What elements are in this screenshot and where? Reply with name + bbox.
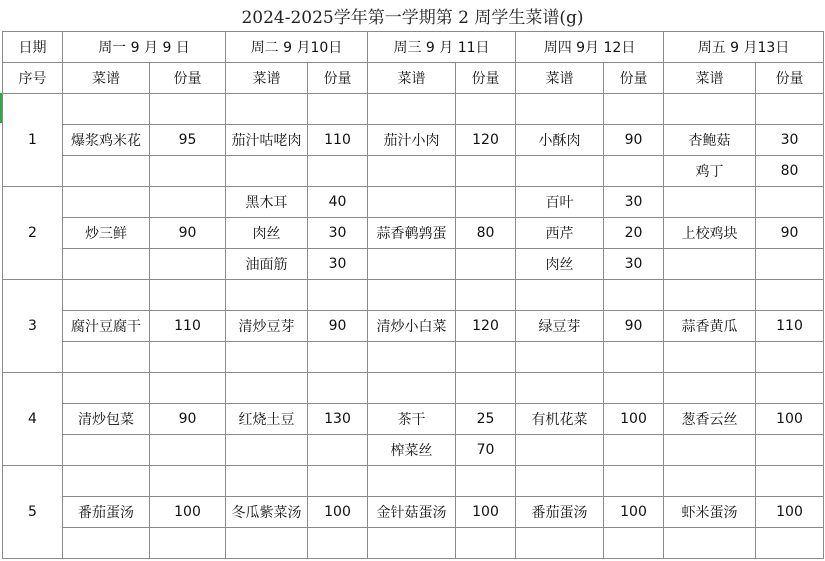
qty-cell[interactable] [756,280,824,311]
dish-cell[interactable]: 油面筋 [226,249,308,280]
dish-cell[interactable] [664,466,756,497]
qty-cell[interactable] [604,156,664,187]
dish-cell[interactable]: 冬瓜紫菜汤 [226,497,308,528]
dish-cell[interactable] [63,373,150,404]
dish-cell[interactable] [368,342,456,373]
dish-cell[interactable] [516,156,604,187]
qty-cell[interactable] [150,528,226,559]
qty-cell[interactable] [456,342,516,373]
table-row [3,125,824,156]
qty-label-cell[interactable]: 份量 [604,63,664,94]
qty-cell[interactable]: 30 [308,218,368,249]
qty-cell[interactable] [604,280,664,311]
dish-cell[interactable] [516,94,604,125]
dish-cell[interactable] [226,528,308,559]
seq-cell[interactable]: 5 [3,466,63,559]
qty-cell[interactable] [756,528,824,559]
qty-cell[interactable]: 110 [308,125,368,156]
qty-cell[interactable]: 30 [604,249,664,280]
dish-cell[interactable] [516,466,604,497]
qty-cell[interactable]: 100 [756,404,824,435]
table-row [3,404,824,435]
qty-cell[interactable] [756,187,824,218]
dish-cell[interactable] [664,342,756,373]
dish-cell[interactable]: 杏鲍菇 [664,125,756,156]
qty-cell[interactable]: 120 [456,311,516,342]
qty-cell[interactable] [150,373,226,404]
qty-cell[interactable]: 70 [456,435,516,466]
qty-cell[interactable]: 100 [150,497,226,528]
qty-cell[interactable]: 130 [308,404,368,435]
qty-cell[interactable]: 95 [150,125,226,156]
dish-cell[interactable]: 黑木耳 [226,187,308,218]
qty-cell[interactable]: 100 [456,497,516,528]
qty-label-cell[interactable]: 份量 [756,63,824,94]
dish-cell[interactable] [664,94,756,125]
seq-cell[interactable]: 1 [3,94,63,187]
qty-cell[interactable] [456,156,516,187]
seq-cell[interactable]: 2 [3,187,63,280]
header-row-dates [3,32,824,63]
qty-cell[interactable] [756,466,824,497]
table-row [3,497,824,528]
sheet-title: 2024-2025学年第一学期第 2 周学生菜谱(g) [241,8,584,28]
dish-cell[interactable] [664,528,756,559]
qty-cell[interactable]: 80 [456,218,516,249]
qty-cell[interactable] [150,94,226,125]
table-row [3,249,824,280]
dish-cell[interactable]: 绿豆芽 [516,311,604,342]
dish-cell[interactable]: 榨菜丝 [368,435,456,466]
dish-cell[interactable]: 蒜香黄瓜 [664,311,756,342]
dish-cell[interactable]: 清炒包菜 [63,404,150,435]
day-header-cell[interactable]: 周一 9 月 9 日 [63,32,226,63]
dish-cell[interactable] [368,156,456,187]
dish-cell[interactable] [63,249,150,280]
dish-label-cell[interactable]: 菜谱 [368,63,456,94]
dish-cell[interactable] [516,435,604,466]
qty-cell[interactable] [756,435,824,466]
dish-cell[interactable] [368,466,456,497]
qty-cell[interactable] [308,342,368,373]
table-row [3,311,824,342]
dish-cell[interactable]: 西芹 [516,218,604,249]
dish-cell[interactable]: 虾米蛋汤 [664,497,756,528]
table-row [3,435,824,466]
dish-cell[interactable] [63,94,150,125]
table-row [3,94,824,125]
dish-cell[interactable]: 番茄蛋汤 [516,497,604,528]
qty-cell[interactable]: 80 [756,156,824,187]
qty-cell[interactable] [308,435,368,466]
dish-label-cell[interactable]: 菜谱 [226,63,308,94]
dish-cell[interactable]: 百叶 [516,187,604,218]
dish-cell[interactable] [63,528,150,559]
qty-cell[interactable] [756,249,824,280]
table-row [3,156,824,187]
table-row [3,466,824,497]
qty-cell[interactable] [756,373,824,404]
dish-cell[interactable]: 茶干 [368,404,456,435]
dish-cell[interactable]: 有机花菜 [516,404,604,435]
dish-cell[interactable]: 番茄蛋汤 [63,497,150,528]
qty-cell[interactable]: 110 [756,311,824,342]
dish-cell[interactable]: 红烧土豆 [226,404,308,435]
table-row [3,187,824,218]
table-row [3,373,824,404]
qty-cell[interactable] [756,342,824,373]
qty-cell[interactable] [150,249,226,280]
table-row [3,528,824,559]
qty-cell[interactable] [456,249,516,280]
dish-cell[interactable] [226,435,308,466]
dish-cell[interactable] [63,342,150,373]
dish-cell[interactable] [516,373,604,404]
qty-cell[interactable] [456,280,516,311]
qty-cell[interactable] [756,94,824,125]
qty-cell[interactable] [308,528,368,559]
qty-cell[interactable] [150,435,226,466]
qty-cell[interactable] [308,280,368,311]
qty-cell[interactable] [308,156,368,187]
dish-cell[interactable]: 上校鸡块 [664,218,756,249]
dish-cell[interactable] [664,280,756,311]
dish-cell[interactable] [516,528,604,559]
qty-cell[interactable]: 90 [150,404,226,435]
dish-cell[interactable] [664,249,756,280]
dish-cell[interactable]: 肉丝 [516,249,604,280]
qty-cell[interactable] [308,94,368,125]
dish-cell[interactable] [516,280,604,311]
qty-cell[interactable]: 110 [150,311,226,342]
dish-cell[interactable]: 蒜香鹌鹑蛋 [368,218,456,249]
dish-cell[interactable] [63,187,150,218]
dish-cell[interactable] [226,466,308,497]
qty-label-cell[interactable]: 份量 [308,63,368,94]
header-row-columns [3,63,824,94]
dish-cell[interactable] [63,156,150,187]
qty-cell[interactable] [308,373,368,404]
qty-cell[interactable]: 30 [308,249,368,280]
table-row [3,342,824,373]
dish-cell[interactable] [368,94,456,125]
qty-cell[interactable]: 40 [308,187,368,218]
menu-table [2,31,824,559]
dish-cell[interactable] [368,187,456,218]
table-row [3,280,824,311]
dish-cell[interactable]: 清炒小白菜 [368,311,456,342]
qty-cell[interactable] [456,94,516,125]
dish-cell[interactable]: 葱香云丝 [664,404,756,435]
dish-cell[interactable] [368,373,456,404]
day-header-cell[interactable]: 周三 9 月 11日 [368,32,516,63]
day-header-cell[interactable]: 周五 9 月13日 [664,32,824,63]
dish-cell[interactable] [664,187,756,218]
qty-cell[interactable]: 90 [308,311,368,342]
qty-cell[interactable]: 90 [756,218,824,249]
qty-cell[interactable]: 20 [604,218,664,249]
dish-cell[interactable]: 腐汁豆腐干 [63,311,150,342]
qty-cell[interactable] [456,466,516,497]
qty-cell[interactable]: 90 [604,311,664,342]
qty-cell[interactable]: 30 [604,187,664,218]
qty-cell[interactable]: 90 [604,125,664,156]
dish-cell[interactable] [63,435,150,466]
qty-cell[interactable] [150,342,226,373]
dish-cell[interactable]: 肉丝 [226,218,308,249]
dish-cell[interactable]: 鸡丁 [664,156,756,187]
qty-cell[interactable] [150,156,226,187]
dish-cell[interactable] [63,466,150,497]
qty-cell[interactable]: 120 [456,125,516,156]
dish-cell[interactable] [368,280,456,311]
dish-cell[interactable]: 爆浆鸡米花 [63,125,150,156]
qty-cell[interactable] [456,373,516,404]
qty-cell[interactable] [604,528,664,559]
dish-cell[interactable] [664,373,756,404]
qty-cell[interactable]: 100 [604,497,664,528]
dish-cell[interactable]: 茄汁咕咾肉 [226,125,308,156]
qty-label-cell[interactable]: 份量 [150,63,226,94]
dish-cell[interactable]: 小酥肉 [516,125,604,156]
qty-cell[interactable]: 100 [604,404,664,435]
qty-cell[interactable] [150,280,226,311]
table-row [3,218,824,249]
dish-label-cell[interactable]: 菜谱 [664,63,756,94]
date-label-cell[interactable]: 日期 [3,32,63,63]
qty-cell[interactable]: 100 [308,497,368,528]
qty-cell[interactable]: 25 [456,404,516,435]
qty-cell[interactable] [150,187,226,218]
dish-cell[interactable] [226,156,308,187]
dish-cell[interactable] [368,249,456,280]
dish-label-cell[interactable]: 菜谱 [63,63,150,94]
dish-cell[interactable]: 炒三鲜 [63,218,150,249]
qty-cell[interactable] [604,94,664,125]
day-header-cell[interactable]: 周四 9月 12日 [516,32,664,63]
qty-label-cell[interactable]: 份量 [456,63,516,94]
qty-cell[interactable] [150,466,226,497]
dish-cell[interactable] [226,280,308,311]
dish-cell[interactable]: 金针菇蛋汤 [368,497,456,528]
qty-cell[interactable] [308,466,368,497]
qty-cell[interactable] [604,373,664,404]
dish-cell[interactable] [664,435,756,466]
dish-cell[interactable] [516,342,604,373]
qty-cell[interactable] [456,528,516,559]
dish-cell[interactable] [226,373,308,404]
qty-cell[interactable]: 90 [150,218,226,249]
qty-cell[interactable] [604,342,664,373]
qty-cell[interactable] [456,187,516,218]
dish-cell[interactable] [368,528,456,559]
dish-label-cell[interactable]: 菜谱 [516,63,604,94]
dish-cell[interactable]: 清炒豆芽 [226,311,308,342]
seq-label-cell[interactable]: 序号 [3,63,63,94]
dish-cell[interactable] [63,280,150,311]
qty-cell[interactable] [604,466,664,497]
seq-cell[interactable]: 3 [3,280,63,373]
qty-cell[interactable]: 30 [756,125,824,156]
dish-cell[interactable] [226,342,308,373]
dish-cell[interactable]: 茄汁小肉 [368,125,456,156]
dish-cell[interactable] [226,94,308,125]
day-header-cell[interactable]: 周二 9 月10日 [226,32,368,63]
seq-cell[interactable]: 4 [3,373,63,466]
qty-cell[interactable]: 100 [756,497,824,528]
qty-cell[interactable] [604,435,664,466]
